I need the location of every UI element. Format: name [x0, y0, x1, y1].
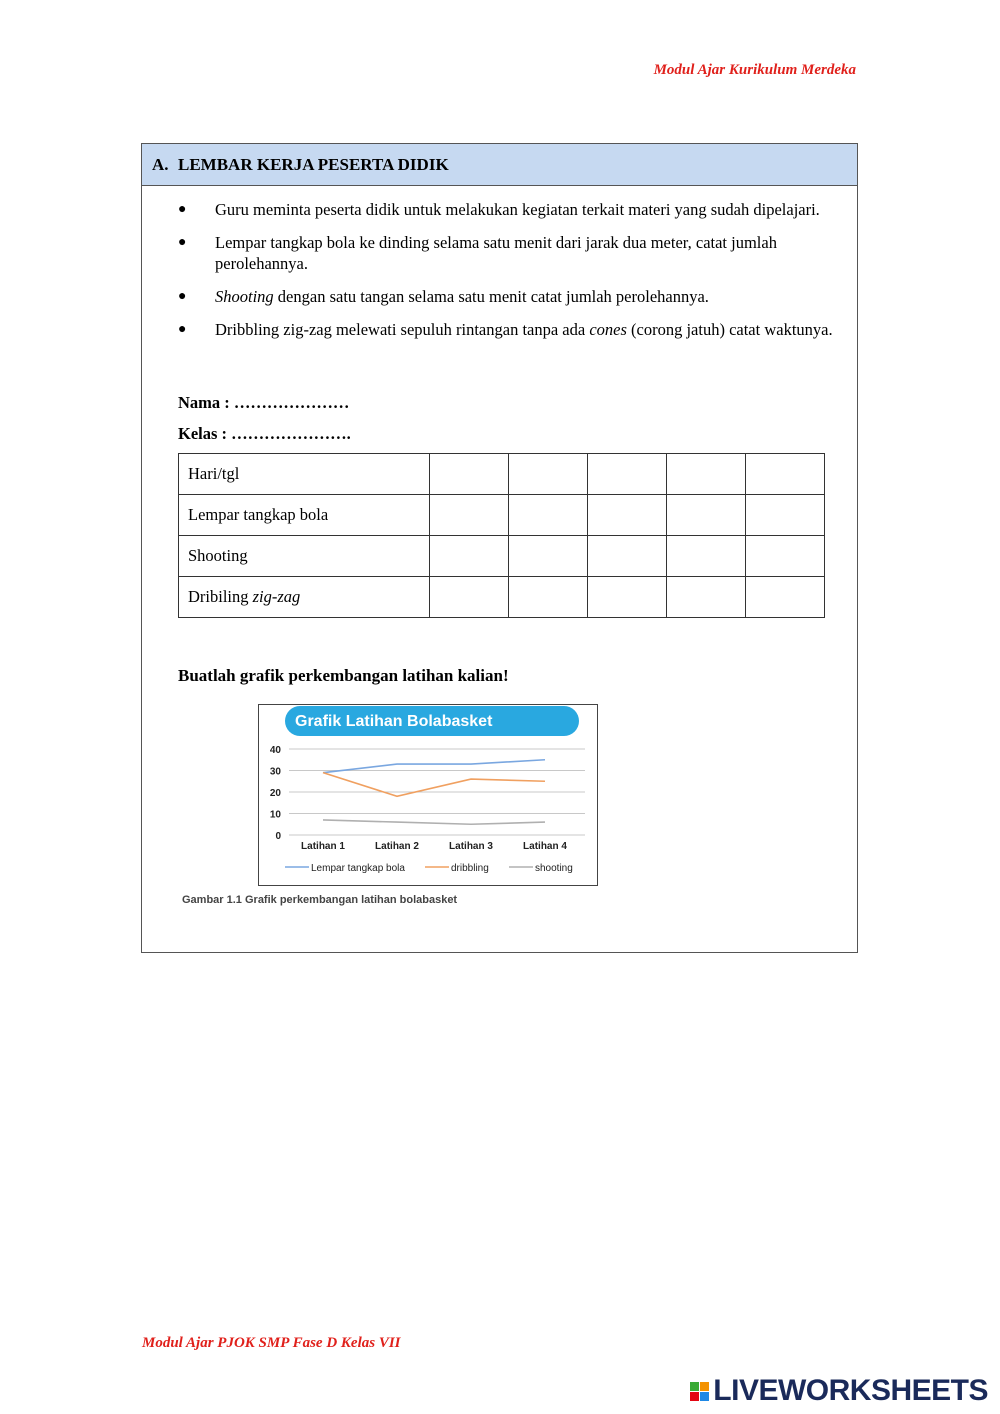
footer-module-title: Modul Ajar PJOK SMP Fase D Kelas VII: [142, 1335, 401, 1351]
task-emphasis: cones: [589, 320, 627, 339]
practice-chart: [258, 704, 598, 886]
row-label: Shooting: [179, 536, 430, 577]
x-tick-label: Latihan 1: [301, 841, 345, 852]
table-cell[interactable]: [430, 577, 509, 618]
table-cell[interactable]: [667, 536, 746, 577]
logo-square: [700, 1392, 709, 1401]
y-tick-label: 0: [275, 831, 281, 842]
table-cell[interactable]: [588, 495, 667, 536]
table-cell[interactable]: [509, 577, 588, 618]
table-cell[interactable]: [746, 495, 825, 536]
table-cell[interactable]: [509, 495, 588, 536]
task-text: (corong jatuh) catat waktunya.: [626, 320, 833, 339]
instruction-text: Buatlah grafik perkembangan latihan kalian!: [178, 666, 509, 685]
table-cell[interactable]: [746, 454, 825, 495]
task-text: dengan satu tangan selama satu menit catat jumlah perolehannya.: [273, 287, 709, 306]
bullet-icon: ●: [178, 289, 187, 304]
table-cell[interactable]: [588, 536, 667, 577]
task-text: Guru meminta peserta didik untuk melakukan kegiatan terkait materi yang sudah dipelajari.: [215, 200, 820, 219]
task-item: [178, 286, 838, 307]
task-list: [178, 199, 838, 352]
liveworksheets-logo: [690, 1374, 988, 1408]
table-cell[interactable]: [430, 495, 509, 536]
logo-square: [690, 1382, 699, 1391]
table-row: [179, 454, 825, 495]
worksheet-box: [141, 143, 858, 953]
table-cell[interactable]: [588, 454, 667, 495]
logo-square: [690, 1392, 699, 1401]
table-cell[interactable]: [588, 577, 667, 618]
logo-square: [700, 1382, 709, 1391]
table-cell[interactable]: [746, 577, 825, 618]
task-item: [178, 319, 838, 340]
table-cell[interactable]: [667, 577, 746, 618]
bullet-icon: ●: [178, 322, 187, 337]
table-cell[interactable]: [667, 454, 746, 495]
x-tick-label: Latihan 2: [375, 841, 419, 852]
table-cell[interactable]: [430, 536, 509, 577]
x-tick-label: Latihan 3: [449, 841, 493, 852]
task-item: [178, 199, 838, 220]
brand-text: LIVEWORKSHEETS: [713, 1374, 988, 1407]
table-cell[interactable]: [509, 536, 588, 577]
table-cell[interactable]: [509, 454, 588, 495]
series-line: [323, 820, 545, 824]
row-label: Lempar tangkap bola: [179, 495, 430, 536]
y-tick-label: 20: [269, 788, 281, 799]
table-cell[interactable]: [430, 454, 509, 495]
section-header: [142, 144, 857, 186]
table-row: [179, 577, 825, 618]
task-emphasis: Shooting: [215, 287, 274, 306]
brand-logo-icon: [690, 1382, 709, 1401]
task-text: Lempar tangkap bola ke dinding selama satu menit dari jarak dua meter, catat jumlah perolehannya.: [215, 233, 777, 273]
kelas-field[interactable]: Kelas : ………………….: [178, 424, 351, 443]
x-tick-label: Latihan 4: [523, 841, 567, 852]
y-tick-label: 30: [269, 766, 281, 778]
table-cell[interactable]: [667, 495, 746, 536]
table-cell[interactable]: [746, 536, 825, 577]
chart-svg: [259, 705, 597, 885]
y-tick-label: 10: [269, 809, 281, 821]
nama-field[interactable]: Nama : …………………: [178, 393, 350, 412]
row-label: Hari/tgl: [179, 454, 430, 495]
y-tick-label: 40: [269, 745, 281, 756]
bullet-icon: ●: [178, 235, 187, 250]
series-line: [323, 773, 545, 797]
legend-label: shooting: [535, 863, 573, 874]
task-text: Dribbling zig-zag melewati sepuluh rintangan tanpa ada: [215, 320, 590, 339]
legend-label: Lempar tangkap bola: [311, 863, 405, 874]
bullet-icon: ●: [178, 202, 187, 217]
row-label: Dribiling zig-zag: [179, 577, 430, 618]
section-title: LEMBAR KERJA PESERTA DIDIK: [178, 154, 449, 174]
legend-label: dribbling: [451, 863, 489, 874]
chart-title: Grafik Latihan Bolabasket: [295, 713, 493, 730]
progress-table: [178, 453, 825, 618]
task-item: [178, 232, 838, 274]
table-row: [179, 536, 825, 577]
header-module-title: Modul Ajar Kurikulum Merdeka: [653, 62, 856, 78]
figure-caption: Gambar 1.1 Grafik perkembangan latihan bolabasket: [182, 894, 458, 906]
table-row: [179, 495, 825, 536]
section-letter: A.: [152, 154, 169, 174]
